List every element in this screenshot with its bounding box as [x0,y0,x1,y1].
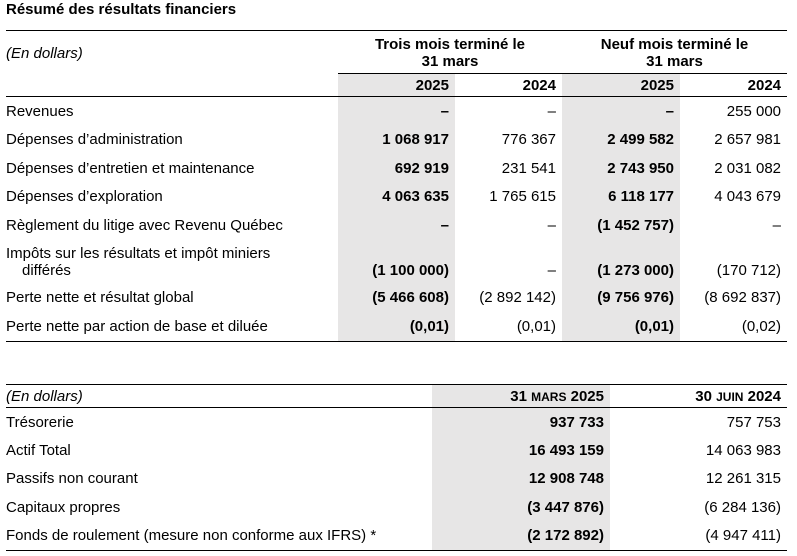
cell-value: – [338,211,455,240]
row-label: différés [22,261,71,279]
row-label: Trésorerie [6,413,74,431]
three-months-header-line1: Trois mois terminé le [374,36,526,53]
cell-value: (1 452 757) [562,211,680,240]
table-row [6,126,787,155]
cell-value: (8 692 837) [704,289,782,307]
year-header: 2024 [680,74,787,97]
table-row [6,436,787,464]
table-row [6,183,787,212]
table-row [6,240,787,262]
date-header-1: 31 MARS 2025 [432,385,610,408]
cell-value: – [562,97,680,126]
row-label: Actif Total [6,442,71,460]
table-row [6,211,787,240]
cell-value: 4 043 679 [714,188,782,206]
cell-value: – [547,102,556,120]
cell-value: 255 000 [726,102,782,120]
row-label: Dépenses d’administration [6,131,183,149]
cell-value: 776 367 [501,131,556,149]
cell-value: 6 118 177 [562,183,680,212]
cell-value: 1 068 917 [338,126,455,155]
page-title: Résumé des résultats financiers [6,1,237,18]
date-header-2: 30 JUIN 2024 [610,385,787,408]
three-months-header-line2: 31 mars [338,53,562,74]
balance-unit-label: (En dollars) [6,385,432,408]
cell-value: (1 273 000) [562,262,680,284]
table-row [6,465,787,493]
row-label: Dépenses d’exploration [6,188,163,206]
income-summary-table [6,30,787,342]
cell-value: – [772,216,782,234]
table-row [6,284,787,313]
row-label: Perte nette et résultat global [6,289,194,307]
cell-value: – [547,216,556,234]
cell-value: (0,01) [455,312,562,341]
row-label: Fonds de roulement (mesure non conforme aux IFRS) * [6,522,432,551]
cell-value: (3 447 876) [432,493,610,521]
cell-value: (6 284 136) [704,498,781,516]
income-unit-label: (En dollars) [6,45,83,62]
cell-value: (170 712) [716,261,782,279]
table-row [6,493,787,521]
nine-months-header-line2: 31 mars [562,53,787,74]
cell-value: 1 765 615 [489,188,556,206]
cell-value: 692 919 [338,154,455,183]
table-row [6,408,787,437]
cell-value: 12 908 748 [432,465,610,493]
cell-value: (4 947 411) [610,522,787,551]
cell-value: 16 493 159 [432,436,610,464]
cell-value: 14 063 983 [705,442,781,460]
row-label: Capitaux propres [6,498,121,516]
cell-value: (0,01) [562,312,680,341]
cell-value: (0,02) [680,312,787,341]
cell-value: (5 466 608) [338,284,455,313]
table-row [6,97,787,126]
balance-sheet-table [6,384,787,551]
cell-value: 4 063 635 [338,183,455,212]
year-header: 2025 [338,74,455,97]
row-label: Passifs non courant [6,470,138,488]
table-row [6,522,787,551]
year-header: 2024 [455,74,562,97]
cell-value: (1 100 000) [338,262,455,284]
cell-value: (0,01) [338,312,455,341]
row-label: Impôts sur les résultats et impôt miniers [6,244,271,262]
cell-value: – [547,261,556,279]
cell-value: – [338,97,455,126]
table-row [6,154,787,183]
cell-value: (2 172 892) [432,522,610,551]
cell-value: 231 541 [501,159,556,177]
table-row [6,312,787,341]
cell-value: (2 892 142) [479,289,556,307]
table-row [6,262,787,284]
nine-months-header-line1: Neuf mois terminé le [600,36,749,53]
cell-value: 2 031 082 [714,159,782,177]
row-label: Règlement du litige avec Revenu Québec [6,216,283,234]
year-header: 2025 [562,74,680,97]
cell-value: 937 733 [432,408,610,437]
cell-value: 12 261 315 [705,470,781,488]
cell-value: 2 743 950 [562,154,680,183]
cell-value: 2 499 582 [562,126,680,155]
cell-value: (9 756 976) [562,284,680,313]
cell-value: 757 753 [726,413,781,431]
cell-value: 2 657 981 [714,131,782,149]
row-label: Revenues [6,102,74,120]
row-label: Perte nette par action de base et diluée [6,312,338,341]
row-label: Dépenses d’entretien et maintenance [6,159,255,177]
